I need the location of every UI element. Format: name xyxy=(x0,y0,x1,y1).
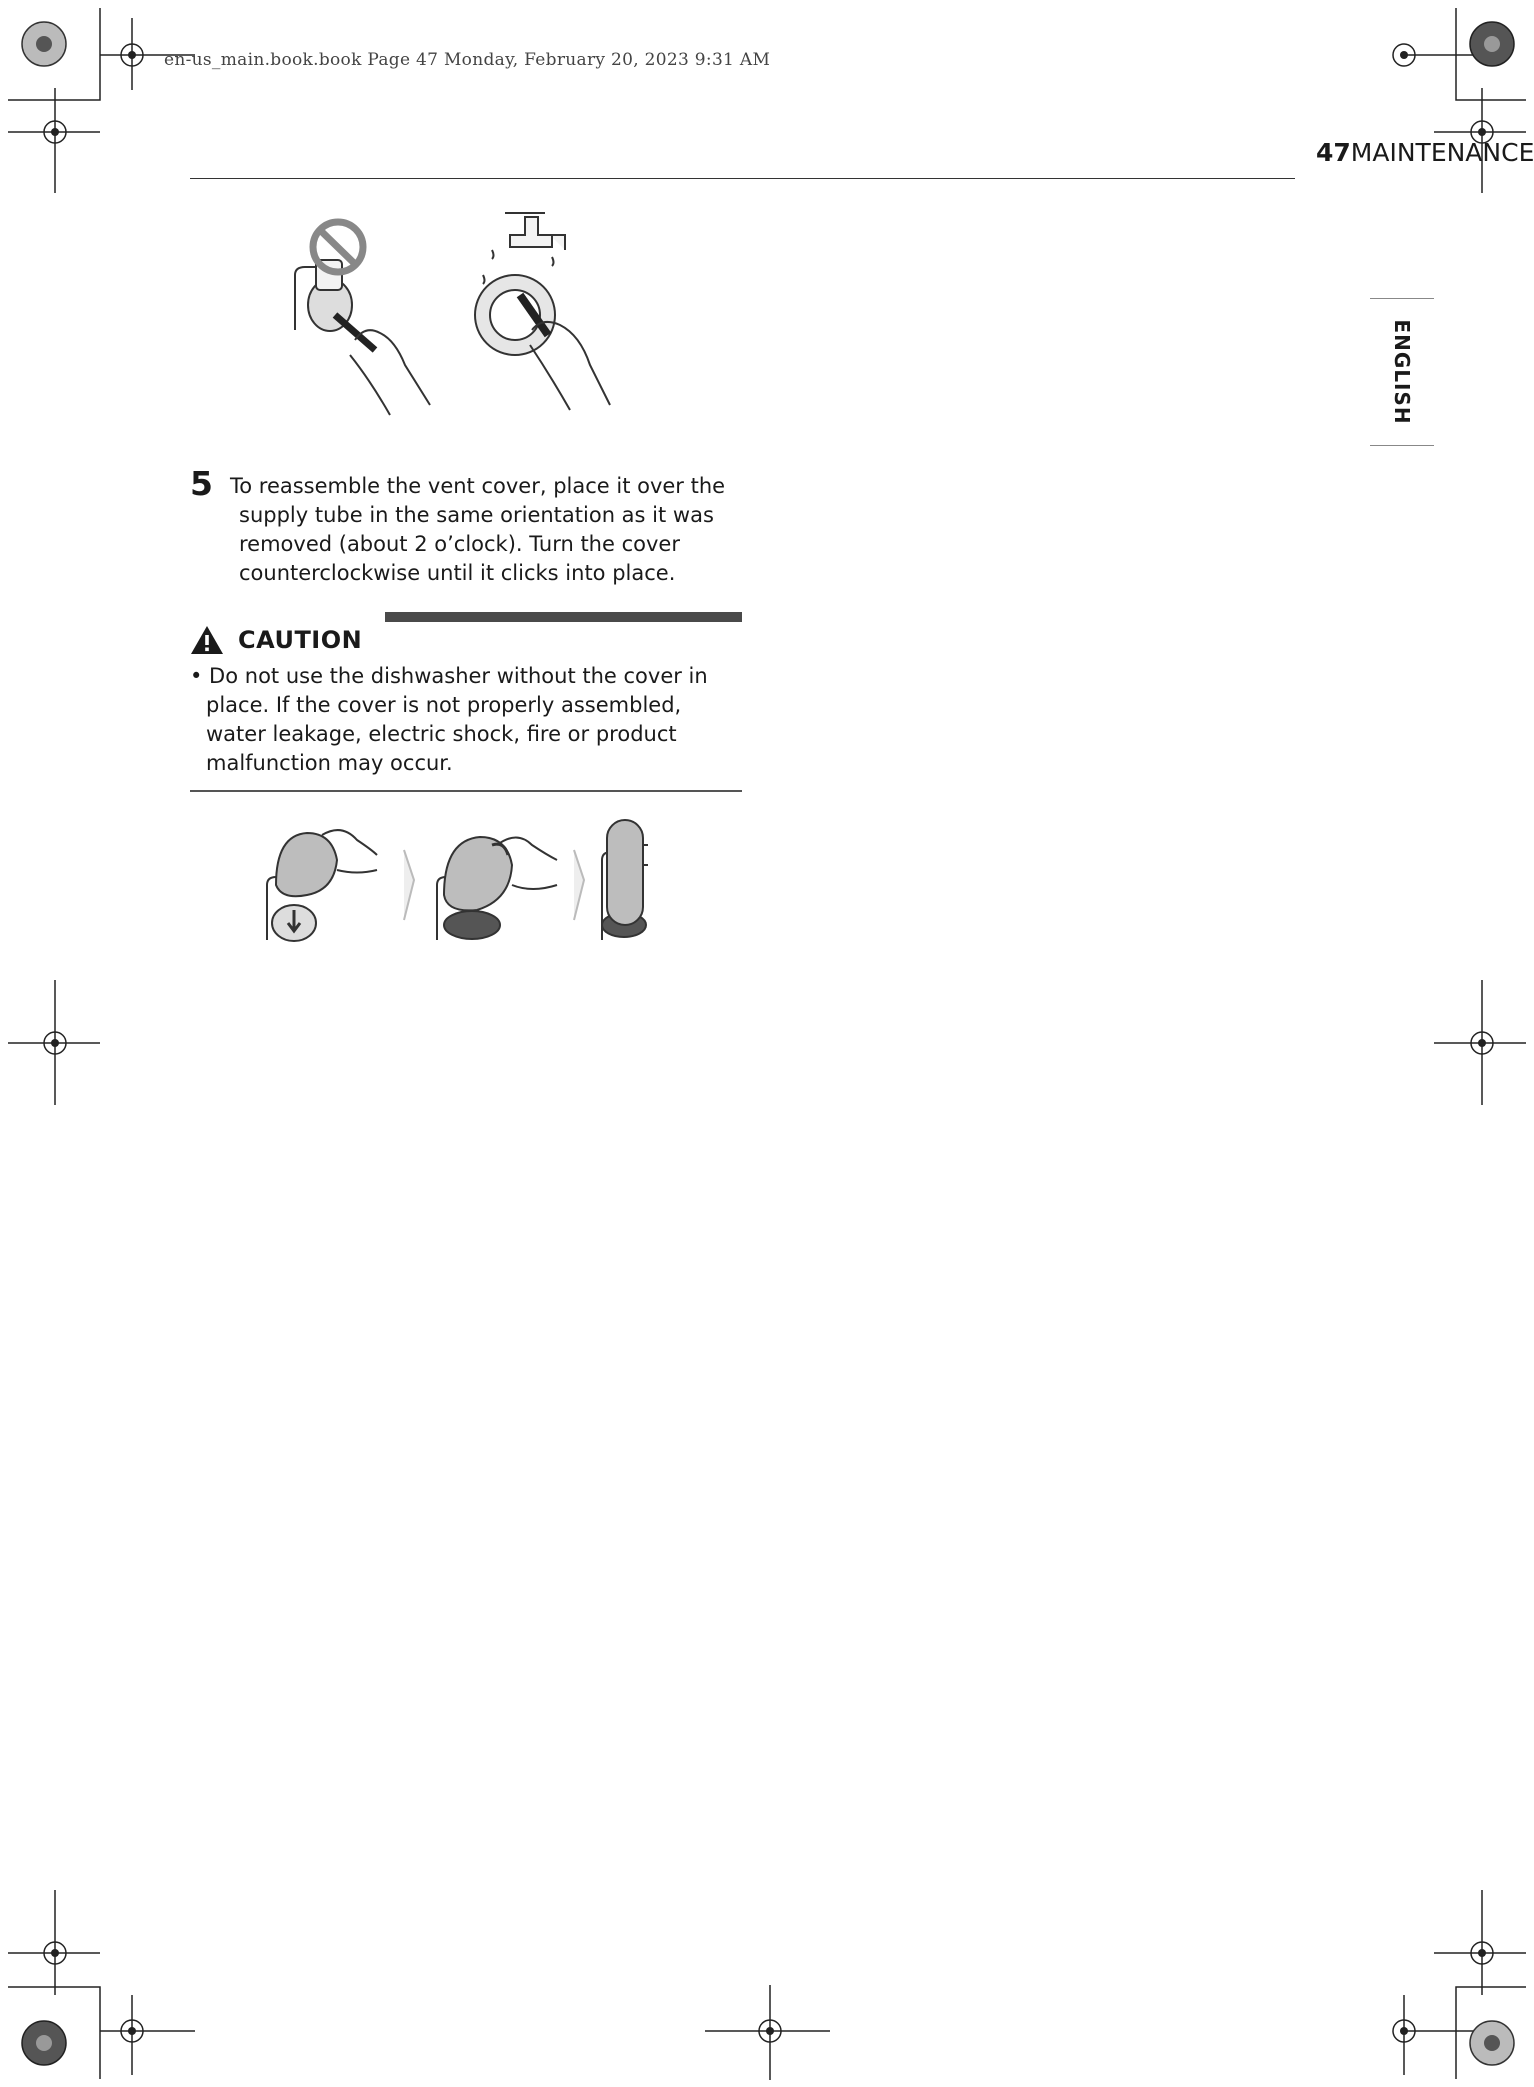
vent-cover-installed xyxy=(607,820,643,925)
vent-cover-a xyxy=(276,833,337,896)
caution-header-bar xyxy=(385,612,742,622)
language-tab xyxy=(1370,298,1434,446)
print-file-info: en-us_main.book.book Page 47 Monday, February 20, 2023 9:31 AM xyxy=(164,50,771,70)
caution-heading xyxy=(190,620,362,660)
sequence-arrow-2 xyxy=(574,850,584,920)
language-label: ENGLISH xyxy=(1390,319,1414,425)
header-rule xyxy=(190,178,1295,179)
vent-cover-reassembly-illustration xyxy=(262,815,682,945)
tube-base-b xyxy=(444,911,500,939)
step-number: 5 xyxy=(190,464,213,503)
faucet xyxy=(510,217,565,250)
vent-cover-cleaning-illustration xyxy=(280,205,660,435)
section-title: MAINTENANCE xyxy=(1350,138,1534,167)
caution-title: CAUTION xyxy=(238,626,363,654)
brush-left xyxy=(335,315,375,350)
caution-text: • Do not use the dishwasher without the cover in place. If the cover is not properly assembled, water leakage, electric shock, fire or product malfunction may occur. xyxy=(190,664,708,775)
sequence-arrow-1 xyxy=(404,850,414,920)
caution-bottom-rule xyxy=(190,790,742,792)
step-text: To reassemble the vent cover, place it over the supply tube in the same orientation as it was removed (about 2 o’clock). Turn the cover counterclockwise until it clicks into place. xyxy=(230,474,726,585)
warning-triangle-icon xyxy=(190,625,224,655)
page-header xyxy=(1316,138,1534,167)
page-number: 47 xyxy=(1316,138,1351,167)
vent-cover-b xyxy=(444,837,512,910)
